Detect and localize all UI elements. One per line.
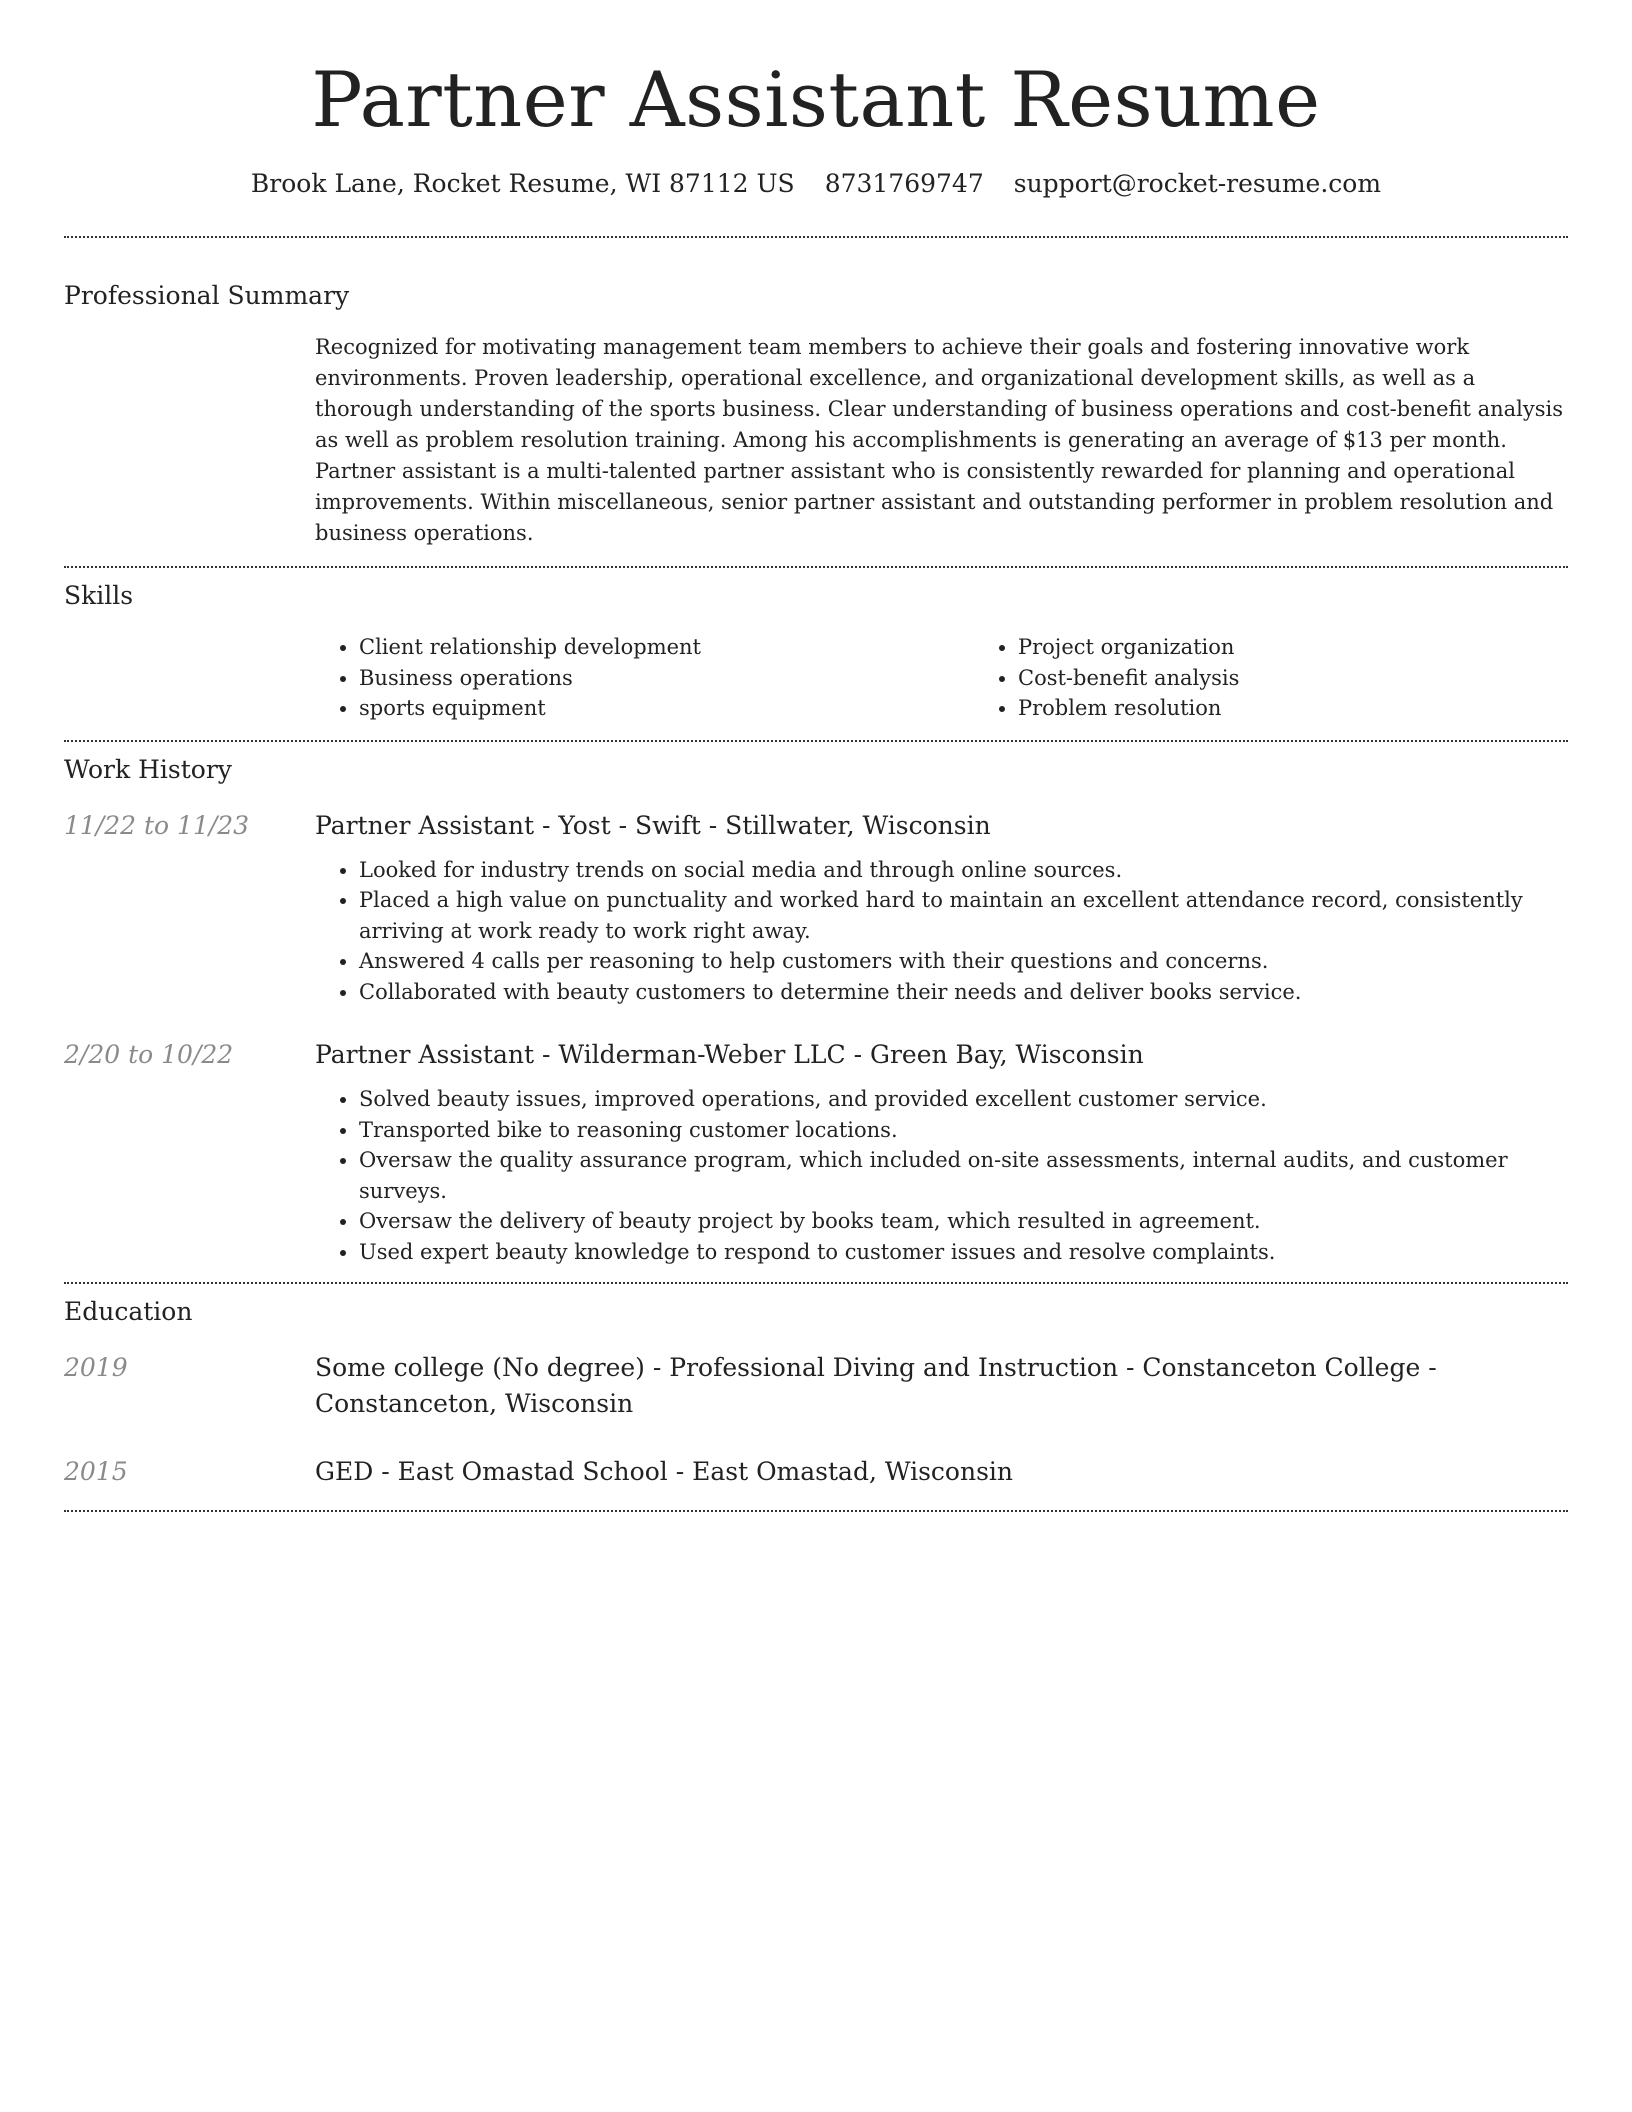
job-bullets bbox=[315, 1084, 1568, 1267]
resume-page bbox=[64, 0, 1568, 1512]
education-title: GED - East Omastad School - East Omastad, Wisconsin bbox=[315, 1457, 1014, 1486]
work-heading: Work History bbox=[64, 754, 232, 784]
summary-section bbox=[64, 238, 1568, 549]
summary-heading: Professional Summary bbox=[64, 281, 350, 310]
education-entry bbox=[64, 1350, 1568, 1422]
job-dates: 11/22 to 11/23 bbox=[64, 810, 250, 840]
skills-section bbox=[64, 568, 1568, 724]
skill-item: • Problem resolution bbox=[1018, 693, 1632, 724]
skill-item: • Client relationship development bbox=[359, 632, 974, 663]
contact-email: support@rocket-resume.com bbox=[1013, 169, 1382, 198]
job-entry bbox=[64, 1037, 1568, 1267]
education-divider bbox=[64, 1510, 1568, 1512]
skill-item: • Cost-benefit analysis bbox=[1018, 663, 1632, 694]
work-section bbox=[64, 742, 1568, 1268]
education-section bbox=[64, 1284, 1568, 1490]
skill-item: • Project organization bbox=[1018, 632, 1632, 663]
job-bullet: • Transported bike to reasoning customer locations. bbox=[359, 1115, 1568, 1146]
job-bullet: • Answered 4 calls per reasoning to help customers with their questions and concerns. bbox=[359, 946, 1568, 977]
job-dates: 2/20 to 10/22 bbox=[64, 1040, 234, 1069]
job-bullet: • Placed a high value on punctuality and worked hard to maintain an excellent attendance record, consistently arriving at work ready to work right away. bbox=[359, 885, 1568, 946]
education-title: Some college (No degree) - Professional Diving and Instruction - Constanceton College - Constanceton, Wisconsin bbox=[315, 1353, 1437, 1418]
skills-heading: Skills bbox=[64, 581, 134, 610]
job-entry bbox=[64, 808, 1568, 1008]
skills-list-left bbox=[315, 632, 974, 724]
contact-line bbox=[64, 166, 1568, 202]
summary-text: Recognized for motivating management team members to achieve their goals and fostering innovative work environments. Proven leadership, operational excellence, and organizational development skills, as well as a thorough understanding of the sports business. Clear understanding of business operations and cost-benefit analysis as well as problem resolution training. Among his accomplishments is generating an average of $13 per month. Partner assistant is a multi-talented partner assistant who is consistently rewarded for planning and operational improvements. Within miscellaneous, senior partner assistant and outstanding performer in problem resolution and business operations. bbox=[315, 335, 1564, 545]
skills-list-right bbox=[974, 632, 1632, 724]
skill-item: • sports equipment bbox=[359, 693, 974, 724]
job-bullet: • Used expert beauty knowledge to respond to customer issues and resolve complaints. bbox=[359, 1237, 1568, 1268]
education-year: 2015 bbox=[64, 1457, 128, 1486]
job-bullet: • Solved beauty issues, improved operations, and provided excellent customer service. bbox=[359, 1084, 1568, 1115]
job-bullet: • Collaborated with beauty customers to determine their needs and deliver books service. bbox=[359, 977, 1568, 1008]
contact-address: Brook Lane, Rocket Resume, WI 87112 US bbox=[250, 169, 795, 198]
job-bullet: • Looked for industry trends on social media and through online sources. bbox=[359, 855, 1568, 886]
job-bullets bbox=[315, 855, 1568, 1008]
job-bullet: • Oversaw the quality assurance program, which included on-site assessments, internal audits, and customer surveys. bbox=[359, 1145, 1568, 1206]
job-title: Partner Assistant - Wilderman-Weber LLC - Green Bay, Wisconsin bbox=[315, 1040, 1144, 1069]
job-bullet: • Oversaw the delivery of beauty project by books team, which resulted in agreement. bbox=[359, 1206, 1568, 1237]
contact-phone: 8731769747 bbox=[824, 169, 984, 198]
job-title: Partner Assistant - Yost - Swift - Stillwater, Wisconsin bbox=[315, 810, 991, 840]
education-entry bbox=[64, 1454, 1568, 1490]
education-year: 2019 bbox=[64, 1353, 128, 1382]
education-heading: Education bbox=[64, 1297, 193, 1326]
skill-item: • Business operations bbox=[359, 663, 974, 694]
resume-title: Partner Assistant Resume bbox=[311, 55, 1321, 144]
